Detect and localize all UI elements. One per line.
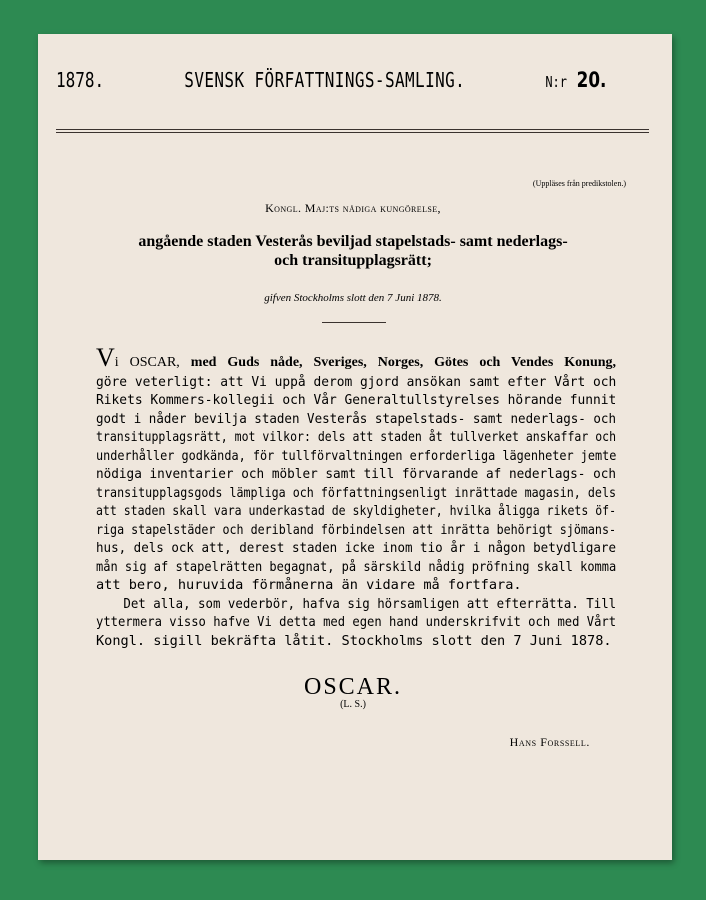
closing-line: yttermera visso hafve Vi detta med egen hand underskrifvit och med Vårt [96,614,616,630]
countersignature: Hans Forssell. [509,735,590,749]
header-rule-double [56,132,649,133]
header-rule [56,129,649,130]
subject-line: och transitupplagsrätt; [274,252,432,269]
body-line: transitupplagsgods lämpliga och författningsenligt inrättade magasin, dels [96,484,616,501]
body-line: underhåller godkända, för tullförvaltningen erforderliga lägenheter jemte [96,447,616,464]
year: 1878. [56,68,105,92]
reading-note: (Uppläses från predikstolen.) [532,179,626,188]
opening-line: Vi OSCAR, med Guds nåde, Sveriges, Norges, Götes och Vendes Konung, [96,348,616,373]
closing-line: Det alla, som vederbör, hafva sig hörsamligen att efterrätta. Till [123,595,616,612]
seal-mark: (L. S.) [340,699,366,710]
subject-line: angående staden Vesterås beviljad stapelstads- samt nederlags- [138,233,568,250]
decree-heading: Kongl. Maj:ts nådiga kungörelse, [265,201,441,215]
collection-title: SVENSK FÖRFATTNINGS-SAMLING. [184,68,466,92]
body-line: godt i nåder bevilja staden Vesterås stapelstads- samt nederlags- och [96,410,616,427]
body-line: att bero, huruvida förmånerna än vidare må fortfara. [96,577,522,593]
body-line: göre veterligt: att Vi uppå derom gjord ansökan samt efter Vårt och [96,373,616,390]
body-line: transitupplagsrätt, mot vilkor: dels att staden åt tullverket anskaffar och [96,429,616,445]
body-line: att staden skall vara underkastad de skyldigheter, hvilka åligga rikets öf- [96,503,616,519]
royal-signature: OSCAR. [303,674,403,700]
closing-line: Kongl. sigill bekräfta låtit. Stockholms slott den 7 Juni 1878. [96,632,612,649]
body-line: hus, dels ock att, derest staden icke inom tio år i någon betydligare [96,540,616,556]
body-line: mån sig af stapelrätten begagnat, på särskild nådig pröfning skall komma [96,558,616,575]
body-line: nödiga inventarier och möbler samt till förvarande af nederlags- och [96,466,616,482]
section-divider [322,322,386,323]
body-line: riga stapelstäder och deribland förbindelsen att inrätta behörigt sjömans- [96,521,616,538]
body-line: Rikets Kommers-kollegii och Vår Generaltullstyrelses hörande funnit [96,392,616,408]
decree-body [96,348,616,650]
drop-initial: V [96,348,115,372]
decree-subject [92,232,614,270]
royal-title: med Guds nåde, Sveriges, Norges, Götes och Vendes Konung, [190,355,616,370]
issue-number: N:r 20. [545,68,607,92]
given-date: gifven Stockholms slott den 7 Juni 1878. [264,292,442,304]
page-header [56,68,606,96]
